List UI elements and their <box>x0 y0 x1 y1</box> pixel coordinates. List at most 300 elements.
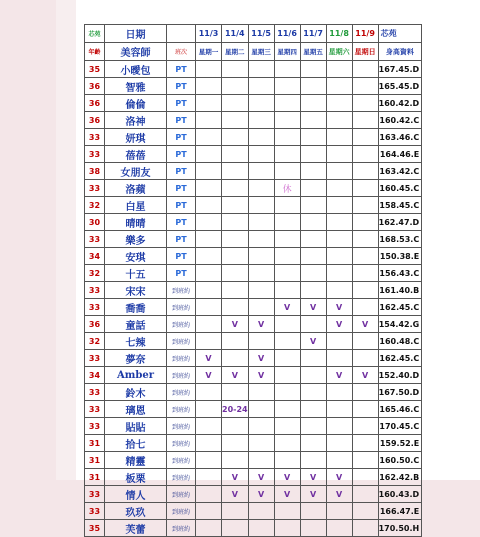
name-cell: 拾七 <box>105 435 167 452</box>
class-cell: 到班約 <box>167 282 196 299</box>
class-cell: PT <box>167 95 196 112</box>
measure-cell: 162.42.B <box>378 469 422 486</box>
schedule-cell <box>300 520 326 537</box>
schedule-cell <box>248 265 274 282</box>
schedule-cell <box>274 452 300 469</box>
schedule-cell <box>326 180 352 197</box>
class-cell: PT <box>167 78 196 95</box>
table-row <box>85 452 422 469</box>
schedule-cell <box>274 520 300 537</box>
schedule-cell <box>248 214 274 231</box>
age-cell: 33 <box>85 299 105 316</box>
schedule-cell: V <box>222 486 249 503</box>
class-cell: PT <box>167 197 196 214</box>
age-cell: 31 <box>85 469 105 486</box>
name-cell: 晴晴 <box>105 214 167 231</box>
schedule-cell <box>222 180 249 197</box>
measure-cell: 165.46.C <box>378 401 422 418</box>
age-cell: 33 <box>85 401 105 418</box>
schedule-cell <box>352 248 378 265</box>
schedule-cell <box>196 469 222 486</box>
schedule-cell <box>222 78 249 95</box>
schedule-cell <box>326 129 352 146</box>
schedule-sheet <box>76 0 480 536</box>
schedule-cell <box>274 384 300 401</box>
schedule-cell: V <box>300 299 326 316</box>
schedule-cell <box>352 265 378 282</box>
name-cell: 板栗 <box>105 469 167 486</box>
schedule-cell <box>222 333 249 350</box>
schedule-cell <box>274 129 300 146</box>
schedule-cell <box>196 61 222 78</box>
schedule-cell <box>352 299 378 316</box>
date-2: 11/5 <box>248 25 274 43</box>
class-cell: PT <box>167 248 196 265</box>
table-row <box>85 435 422 452</box>
schedule-cell <box>248 180 274 197</box>
measure-cell: 162.47.D <box>378 214 422 231</box>
schedule-cell <box>274 95 300 112</box>
schedule-cell <box>300 418 326 435</box>
name-cell: 精靈 <box>105 452 167 469</box>
schedule-cell <box>274 112 300 129</box>
schedule-cell <box>352 384 378 401</box>
name-cell: 樂多 <box>105 231 167 248</box>
schedule-cell <box>196 163 222 180</box>
weekday-3: 星期四 <box>274 43 300 61</box>
table-row <box>85 299 422 316</box>
age-cell: 35 <box>85 520 105 537</box>
class-cell: 到班約 <box>167 452 196 469</box>
schedule-cell <box>248 418 274 435</box>
schedule-cell <box>274 61 300 78</box>
weekday-5: 星期六 <box>326 43 352 61</box>
header-row-weekdays <box>85 43 422 61</box>
schedule-cell <box>300 231 326 248</box>
schedule-cell <box>248 452 274 469</box>
measure-cell: 159.52.E <box>378 435 422 452</box>
schedule-cell <box>326 61 352 78</box>
schedule-cell <box>326 214 352 231</box>
schedule-cell <box>352 452 378 469</box>
name-cell: 蓓蓓 <box>105 146 167 163</box>
schedule-cell: V <box>196 350 222 367</box>
age-cell: 31 <box>85 452 105 469</box>
schedule-cell: V <box>222 316 249 333</box>
schedule-cell <box>352 503 378 520</box>
schedule-cell <box>326 282 352 299</box>
table-row <box>85 163 422 180</box>
table-row <box>85 129 422 146</box>
measure-cell: 167.50.D <box>378 384 422 401</box>
measure-cell: 160.42.C <box>378 112 422 129</box>
schedule-cell: V <box>248 486 274 503</box>
schedule-cell <box>300 265 326 282</box>
schedule-cell <box>248 401 274 418</box>
schedule-cell <box>274 333 300 350</box>
schedule-cell: 休 <box>274 180 300 197</box>
schedule-cell <box>248 503 274 520</box>
schedule-cell <box>326 146 352 163</box>
name-cell: 鈴木 <box>105 384 167 401</box>
date-1: 11/4 <box>222 25 249 43</box>
schedule-cell <box>248 435 274 452</box>
schedule-cell <box>352 146 378 163</box>
schedule-cell: V <box>326 486 352 503</box>
measure-cell: 166.47.E <box>378 503 422 520</box>
name-cell: 芙蕾 <box>105 520 167 537</box>
schedule-cell <box>196 486 222 503</box>
schedule-cell <box>274 163 300 180</box>
schedule-cell <box>300 384 326 401</box>
class-cell: PT <box>167 265 196 282</box>
measure-cell: 160.43.D <box>378 486 422 503</box>
schedule-cell <box>300 350 326 367</box>
class-cell: PT <box>167 214 196 231</box>
schedule-cell: V <box>352 367 378 384</box>
table-row <box>85 231 422 248</box>
table-row <box>85 503 422 520</box>
schedule-cell <box>300 146 326 163</box>
schedule-cell <box>196 214 222 231</box>
schedule-cell <box>196 452 222 469</box>
schedule-cell <box>274 248 300 265</box>
schedule-cell <box>300 452 326 469</box>
class-cell: 到班約 <box>167 469 196 486</box>
schedule-cell <box>248 248 274 265</box>
schedule-cell <box>196 265 222 282</box>
schedule-cell <box>248 384 274 401</box>
measure-cell: 160.45.C <box>378 180 422 197</box>
schedule-cell <box>248 299 274 316</box>
table-row <box>85 333 422 350</box>
schedule-cell <box>274 435 300 452</box>
table-row <box>85 180 422 197</box>
schedule-cell <box>196 248 222 265</box>
table-row <box>85 350 422 367</box>
schedule-cell <box>274 231 300 248</box>
schedule-cell: V <box>352 316 378 333</box>
age-cell: 36 <box>85 112 105 129</box>
age-cell: 33 <box>85 231 105 248</box>
class-cell: 到班約 <box>167 418 196 435</box>
class-cell: PT <box>167 129 196 146</box>
schedule-cell <box>196 180 222 197</box>
blank-cell <box>167 25 196 43</box>
name-cell: 情人 <box>105 486 167 503</box>
measure-cell: 158.45.C <box>378 197 422 214</box>
schedule-cell <box>300 401 326 418</box>
name-cell: 白星 <box>105 197 167 214</box>
age-cell: 33 <box>85 350 105 367</box>
class-cell: 到班約 <box>167 435 196 452</box>
schedule-cell <box>352 469 378 486</box>
schedule-cell <box>352 95 378 112</box>
schedule-cell <box>248 197 274 214</box>
weekday-0: 星期一 <box>196 43 222 61</box>
table-row <box>85 112 422 129</box>
schedule-cell <box>274 418 300 435</box>
schedule-cell: V <box>248 350 274 367</box>
schedule-cell <box>222 197 249 214</box>
measure-cell: 156.43.C <box>378 265 422 282</box>
schedule-cell <box>274 146 300 163</box>
schedule-cell <box>274 316 300 333</box>
date-5: 11/8 <box>326 25 352 43</box>
schedule-cell <box>222 231 249 248</box>
class-cell: PT <box>167 146 196 163</box>
schedule-cell <box>222 503 249 520</box>
schedule-cell <box>196 95 222 112</box>
measure-cell: 165.45.D <box>378 78 422 95</box>
age-cell: 32 <box>85 197 105 214</box>
age-cell: 33 <box>85 180 105 197</box>
class-label: 班次 <box>167 43 196 61</box>
weekday-6: 星期日 <box>352 43 378 61</box>
name-cell: 貼貼 <box>105 418 167 435</box>
measure-cell: 164.46.E <box>378 146 422 163</box>
name-cell: 喬喬 <box>105 299 167 316</box>
schedule-cell <box>196 435 222 452</box>
schedule-cell <box>300 367 326 384</box>
name-cell: Amber <box>105 367 167 384</box>
class-cell: 到班約 <box>167 367 196 384</box>
measure-cell: 168.53.C <box>378 231 422 248</box>
class-cell: 到班約 <box>167 350 196 367</box>
name-cell: 小曖包 <box>105 61 167 78</box>
schedule-cell <box>196 503 222 520</box>
schedule-cell <box>326 78 352 95</box>
class-cell: 到班約 <box>167 299 196 316</box>
age-cell: 38 <box>85 163 105 180</box>
schedule-cell <box>352 333 378 350</box>
schedule-cell <box>274 78 300 95</box>
schedule-cell <box>248 282 274 299</box>
name-cell: 十五 <box>105 265 167 282</box>
age-cell: 34 <box>85 367 105 384</box>
table-row <box>85 197 422 214</box>
table-row <box>85 214 422 231</box>
name-cell: 智雅 <box>105 78 167 95</box>
schedule-cell <box>300 214 326 231</box>
schedule-cell <box>300 197 326 214</box>
age-cell: 32 <box>85 265 105 282</box>
schedule-cell <box>326 163 352 180</box>
table-row <box>85 469 422 486</box>
measure-cell: 162.45.C <box>378 299 422 316</box>
name-cell: 童話 <box>105 316 167 333</box>
schedule-cell <box>274 401 300 418</box>
age-cell: 33 <box>85 503 105 520</box>
schedule-cell <box>248 163 274 180</box>
measure-cell: 163.42.C <box>378 163 422 180</box>
schedule-cell <box>274 350 300 367</box>
table-row <box>85 418 422 435</box>
schedule-cell <box>196 282 222 299</box>
schedule-cell <box>352 112 378 129</box>
age-cell: 34 <box>85 248 105 265</box>
schedule-cell <box>222 520 249 537</box>
schedule-cell <box>222 112 249 129</box>
schedule-cell <box>326 248 352 265</box>
schedule-cell: V <box>222 367 249 384</box>
schedule-cell <box>326 384 352 401</box>
measure-cell: 170.50.H <box>378 520 422 537</box>
age-cell: 33 <box>85 384 105 401</box>
schedule-cell <box>352 214 378 231</box>
schedule-cell <box>326 95 352 112</box>
schedule-cell: V <box>196 367 222 384</box>
schedule-cell <box>274 282 300 299</box>
schedule-cell <box>222 163 249 180</box>
schedule-cell <box>274 214 300 231</box>
measure-cell: 150.38.E <box>378 248 422 265</box>
table-row <box>85 367 422 384</box>
schedule-cell <box>274 503 300 520</box>
class-cell: PT <box>167 163 196 180</box>
tag-top: 芯苑 <box>85 25 105 43</box>
schedule-cell <box>222 384 249 401</box>
schedule-cell <box>300 180 326 197</box>
schedule-cell <box>352 282 378 299</box>
measure-cell: 154.42.G <box>378 316 422 333</box>
age-cell: 33 <box>85 486 105 503</box>
schedule-cell <box>196 197 222 214</box>
measure-cell: 170.45.C <box>378 418 422 435</box>
schedule-cell <box>222 418 249 435</box>
measure-label: 身高資料 <box>378 43 422 61</box>
schedule-cell <box>352 520 378 537</box>
schedule-cell <box>248 95 274 112</box>
schedule-cell <box>222 435 249 452</box>
schedule-cell: V <box>300 333 326 350</box>
measure-cell: 163.46.C <box>378 129 422 146</box>
schedule-cell <box>352 180 378 197</box>
schedule-cell <box>248 112 274 129</box>
schedule-cell <box>196 112 222 129</box>
measure-cell: 167.45.D <box>378 61 422 78</box>
schedule-cell <box>326 112 352 129</box>
schedule-cell <box>196 520 222 537</box>
age-cell: 31 <box>85 435 105 452</box>
table-row <box>85 146 422 163</box>
schedule-cell <box>352 401 378 418</box>
table-row <box>85 265 422 282</box>
schedule-cell <box>196 418 222 435</box>
age-cell: 33 <box>85 282 105 299</box>
schedule-cell <box>352 61 378 78</box>
schedule-cell: V <box>248 316 274 333</box>
schedule-cell <box>352 78 378 95</box>
schedule-cell <box>222 214 249 231</box>
schedule-cell <box>222 248 249 265</box>
date-4: 11/7 <box>300 25 326 43</box>
age-cell: 36 <box>85 78 105 95</box>
schedule-cell <box>352 350 378 367</box>
schedule-cell <box>326 401 352 418</box>
schedule-cell <box>300 435 326 452</box>
class-cell: PT <box>167 61 196 78</box>
class-cell: 到班約 <box>167 333 196 350</box>
schedule-cell <box>300 248 326 265</box>
schedule-cell <box>196 78 222 95</box>
table-row <box>85 384 422 401</box>
schedule-cell <box>352 435 378 452</box>
name-label: 美容師 <box>105 43 167 61</box>
age-cell: 35 <box>85 61 105 78</box>
name-cell: 七辣 <box>105 333 167 350</box>
date-6: 11/9 <box>352 25 378 43</box>
schedule-cell <box>300 129 326 146</box>
schedule-cell: V <box>274 299 300 316</box>
schedule-cell <box>300 112 326 129</box>
schedule-cell <box>248 520 274 537</box>
class-cell: PT <box>167 180 196 197</box>
schedule-cell <box>222 452 249 469</box>
class-cell: 到班約 <box>167 520 196 537</box>
measure-cell: 161.40.B <box>378 282 422 299</box>
name-cell: 安琪 <box>105 248 167 265</box>
table-row <box>85 520 422 537</box>
schedule-cell: 20-24 <box>222 401 249 418</box>
age-cell: 30 <box>85 214 105 231</box>
measure-cell: 160.48.C <box>378 333 422 350</box>
date-label: 日期 <box>105 25 167 43</box>
age-cell: 36 <box>85 316 105 333</box>
schedule-cell <box>326 520 352 537</box>
class-cell: 到班約 <box>167 401 196 418</box>
schedule-cell <box>352 486 378 503</box>
schedule-cell <box>196 316 222 333</box>
table-row <box>85 78 422 95</box>
class-cell: PT <box>167 112 196 129</box>
schedule-cell <box>196 146 222 163</box>
schedule-cell <box>248 129 274 146</box>
age-cell: 33 <box>85 418 105 435</box>
name-cell: 夢奈 <box>105 350 167 367</box>
schedule-cell <box>326 418 352 435</box>
age-cell: 36 <box>85 95 105 112</box>
schedule-cell <box>248 61 274 78</box>
schedule-cell <box>248 231 274 248</box>
schedule-cell <box>300 78 326 95</box>
schedule-cell <box>274 367 300 384</box>
name-cell: 宋宋 <box>105 282 167 299</box>
date-3: 11/6 <box>274 25 300 43</box>
schedule-cell: V <box>326 469 352 486</box>
schedule-cell <box>196 129 222 146</box>
class-cell: PT <box>167 231 196 248</box>
schedule-cell <box>222 350 249 367</box>
schedule-cell <box>196 384 222 401</box>
schedule-cell: V <box>248 469 274 486</box>
schedule-cell: V <box>248 367 274 384</box>
schedule-cell <box>352 197 378 214</box>
name-cell: 洛神 <box>105 112 167 129</box>
schedule-cell <box>326 333 352 350</box>
table-row <box>85 401 422 418</box>
schedule-cell <box>222 146 249 163</box>
schedule-cell <box>222 95 249 112</box>
weekday-4: 星期五 <box>300 43 326 61</box>
schedule-cell <box>300 282 326 299</box>
schedule-cell <box>300 61 326 78</box>
schedule-cell <box>300 163 326 180</box>
schedule-cell <box>326 435 352 452</box>
weekday-2: 星期三 <box>248 43 274 61</box>
schedule-cell <box>352 231 378 248</box>
schedule-cell <box>196 231 222 248</box>
